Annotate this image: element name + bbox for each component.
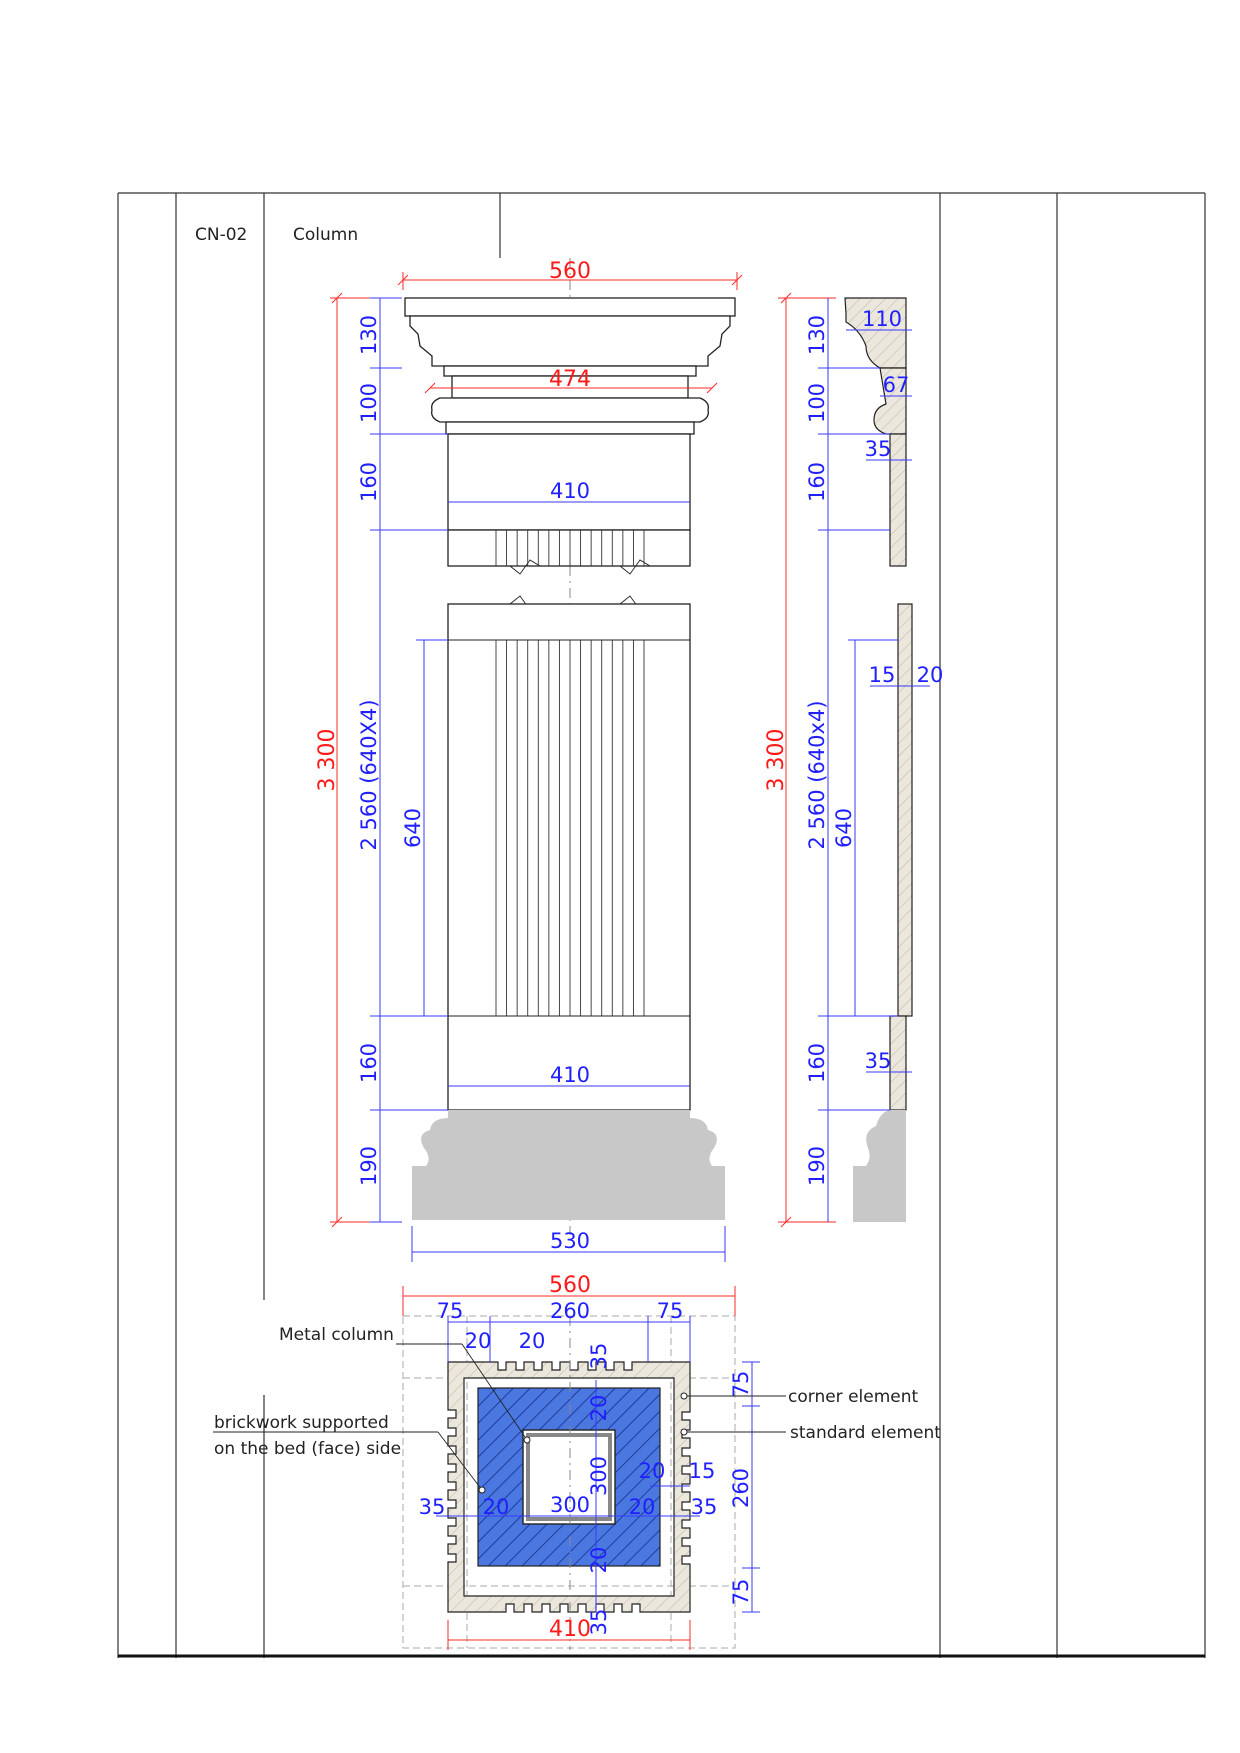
dim-capital-h: 160 — [357, 461, 381, 503]
profile-dim-total-height: 3 300 — [764, 728, 789, 792]
section-dim-fill-right: 20 — [628, 1495, 656, 1519]
drawing-title: Column — [293, 225, 359, 245]
section-dim-notch-right2: 35 — [690, 1495, 718, 1519]
profile-dim-module-h: 640 — [832, 807, 856, 849]
section-dim-middle: 260 — [549, 1299, 591, 1323]
section-dim-bottom-width: 410 — [549, 1617, 591, 1642]
section-dim-notch-left: 35 — [418, 1495, 446, 1519]
dim-total-height: 3 300 — [315, 728, 340, 792]
profile-dim-cornice-h: 130 — [805, 314, 829, 356]
section-dim-corner-left: 75 — [436, 1299, 464, 1323]
profile-dim-shaft-depth: 20 — [916, 663, 944, 687]
section-dim-tube-w: 300 — [549, 1493, 591, 1517]
section-dim-side-middle: 260 — [729, 1467, 753, 1509]
section-dim-wall-right: 20 — [638, 1459, 666, 1483]
dim-neck-width: 474 — [549, 367, 591, 392]
dim-shaft-width-bottom: 410 — [549, 1063, 591, 1087]
dim-plinth-width: 530 — [549, 1229, 591, 1253]
profile-dim-capital-depth: 35 — [864, 437, 892, 461]
label-brickwork-2: on the bed (face) side — [214, 1439, 402, 1459]
profile-dim-shaft-h: 2 560 (640x4) — [805, 700, 829, 850]
section-dim-fill-bottom: 20 — [587, 1546, 611, 1574]
column-elevation — [405, 258, 735, 1235]
section-dim-joint-top: 35 — [587, 1342, 611, 1370]
profile-dim-plinth-h: 190 — [805, 1145, 829, 1187]
section-dim-gap-a: 20 — [464, 1329, 492, 1353]
section-dim-overall-width: 560 — [549, 1273, 591, 1298]
section-dim-side-bottom: 75 — [729, 1578, 753, 1606]
profile-dim-cornice-depth: 110 — [861, 307, 903, 331]
dim-shaft-h: 2 560 (640X4) — [357, 699, 381, 851]
profile-dim-base-top-h: 160 — [805, 1042, 829, 1084]
section-dim-joint-bottom: 35 — [587, 1608, 611, 1636]
section-dim-fill-top: 20 — [587, 1394, 611, 1422]
label-corner-element: corner element — [788, 1387, 919, 1407]
profile-dim-capital-h: 160 — [805, 461, 829, 503]
section-dim-fill-left: 20 — [482, 1495, 510, 1519]
section-dim-tube-h: 300 — [587, 1455, 611, 1497]
label-standard-element: standard element — [790, 1423, 941, 1443]
profile-dim-astragal-depth: 67 — [882, 373, 910, 397]
profile-dim-base-depth: 35 — [864, 1049, 892, 1073]
profile-dim-astragal-h: 100 — [805, 382, 829, 424]
drawing-code: CN-02 — [195, 225, 248, 245]
section-dim-corner-right: 75 — [656, 1299, 684, 1323]
label-metal-column: Metal column — [279, 1325, 394, 1345]
column-section — [403, 1316, 735, 1650]
dim-module-h: 640 — [401, 807, 425, 849]
dim-shaft-width-top: 410 — [549, 479, 591, 503]
dim-cornice-h: 130 — [357, 314, 381, 356]
section-dim-gap-b: 20 — [518, 1329, 546, 1353]
section-dim-side-top: 75 — [729, 1370, 753, 1398]
dim-astragal-h: 100 — [357, 382, 381, 424]
profile-dim-flute-depth: 15 — [868, 663, 896, 687]
label-brickwork-1: brickwork supported — [214, 1413, 389, 1433]
dim-plinth-h: 190 — [357, 1145, 381, 1187]
dim-top-width: 560 — [549, 259, 591, 284]
dim-base-top-h: 160 — [357, 1042, 381, 1084]
section-dim-notch-right: 15 — [688, 1459, 716, 1483]
